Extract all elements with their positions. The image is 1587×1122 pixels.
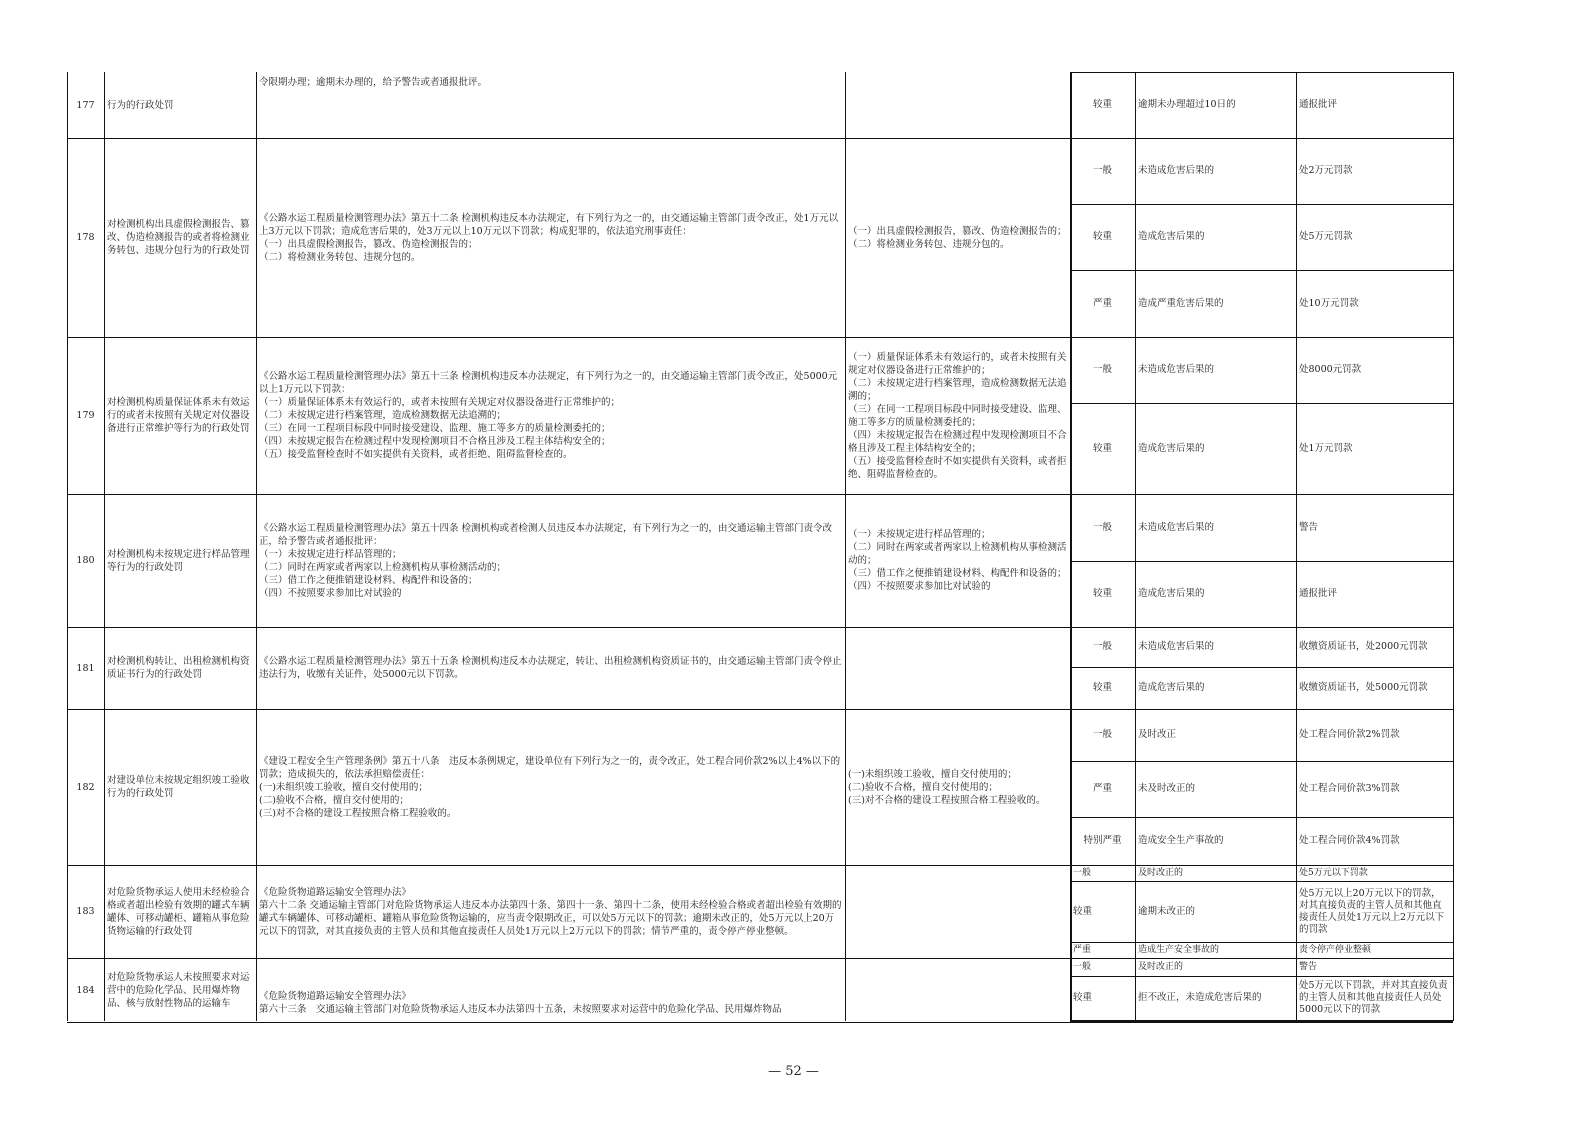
penalty-item: 对检测机构质量保证体系未有效运行的或者未按照有关规定对仪器设备进行正常维护等行为的行政处罚 bbox=[107, 397, 250, 434]
row-number: 177 bbox=[76, 99, 95, 111]
severity-level: 一般 bbox=[1073, 961, 1092, 972]
penalty-standard: 通报批评 bbox=[1299, 99, 1338, 110]
severity-level: 较重 bbox=[1092, 588, 1112, 599]
penalty-item: 对检测机构出具虚假检测报告、篡改、伪造检测报告的或者将检测业务转包、违规分包行为的行政处罚 bbox=[107, 219, 250, 256]
row-number: 181 bbox=[76, 662, 95, 674]
penalty-standard: 警告 bbox=[1299, 521, 1319, 533]
severity-condition: 及时改正的 bbox=[1138, 867, 1184, 878]
table-rule bbox=[845, 72, 846, 1021]
penalty-standard: 处2万元罚款 bbox=[1299, 165, 1353, 176]
table-rule bbox=[1070, 1020, 1453, 1022]
severity-condition: 逾期未改正的 bbox=[1138, 905, 1196, 917]
severity-level: 一般 bbox=[1073, 867, 1092, 878]
legal-basis: 《公路水运工程质量检测管理办法》第五十五条 检测机构违反本办法规定，转让、出租检测机构资质证书的，由交通运输主管部门责令停止违法行为，收缴有关证件，处5000元以下罚款。 bbox=[259, 656, 842, 680]
table-rule bbox=[67, 1022, 1453, 1023]
severity-level: 一般 bbox=[1092, 364, 1112, 375]
penalty-standard: 收缴资质证书，处5000元罚款 bbox=[1299, 682, 1428, 693]
severity-condition: 造成严重危害后果的 bbox=[1138, 297, 1224, 309]
penalty-standard: 处工程合同价款3%罚款 bbox=[1299, 783, 1400, 794]
violation-circumstance bbox=[845, 865, 1070, 958]
violation-circumstance bbox=[845, 958, 1070, 1022]
legal-basis: 《公路水运工程质量检测管理办法》第五十四条 检测机构或者检测人员违反本办法规定，有下列行为之一的，由交通运输主管部门责令改正，给予警告或者通报批评： （一）未按规定进行样品管理的； （二）同时在两家或者两家以上检测机构从事检测活动的； （三）借工作之便推销建设材料、构配件和设备的； （四）不按照要求参加比对试验的 bbox=[259, 522, 833, 599]
table-rule bbox=[1070, 667, 1453, 668]
severity-condition: 未造成危害后果的 bbox=[1138, 641, 1215, 652]
penalty-standard: 通报批评 bbox=[1299, 588, 1338, 599]
table-rule bbox=[1070, 72, 1453, 73]
legal-basis: 《危险货物道路运输安全管理办法》 第六十三条 交通运输主管部门对危险货物承运人违反本办法第四十五条，未按照要求对运营中的危险化学品、民用爆炸物品 bbox=[259, 991, 782, 1015]
severity-level: 较重 bbox=[1073, 992, 1093, 1003]
table-rule bbox=[1135, 72, 1136, 1021]
penalty-standard: 处8000元罚款 bbox=[1299, 364, 1362, 375]
table-rule bbox=[1070, 561, 1453, 562]
severity-level: 较重 bbox=[1073, 905, 1093, 917]
severity-level: 一般 bbox=[1092, 165, 1112, 176]
severity-condition: 未造成危害后果的 bbox=[1138, 165, 1215, 176]
severity-condition: 造成危害后果的 bbox=[1138, 588, 1205, 599]
legal-basis: 《危险货物道路运输安全管理办法》 第六十二条 交通运输主管部门对危险货物承运人违反本办法第四十条、第四十一条、第四十二条，使用未经检验合格或者超出检验有效期的罐式车辆罐体、可移动罐柜、罐箱从事危险货物运输的，应当责令限期改正，可以处5万元以下的罚款；逾期未改正的，处5万元以上20万元以下的罚款，对其直接负责的主管人员和其他直接责任人员处1万元以上2万元以下的罚款；情节严重的，责令停产停业整顿。 bbox=[259, 886, 842, 937]
penalty-item: 对危险货物承运人使用未经检验合格或者超出检验有效期的罐式车辆罐体、可移动罐柜、罐箱从事危险货物运输的行政处罚 bbox=[107, 886, 250, 937]
severity-condition: 造成危害后果的 bbox=[1138, 442, 1205, 454]
severity-condition: 及时改正的 bbox=[1138, 961, 1184, 972]
severity-level: 严重 bbox=[1092, 783, 1112, 794]
penalty-standard: 处5万元以下罚款，并对其直接负责的主管人员和其他直接责任人员处5000元以下的罚款 bbox=[1299, 980, 1448, 1015]
page-number: — 52 — bbox=[768, 1064, 819, 1079]
row-number: 179 bbox=[76, 410, 95, 421]
severity-condition: 造成安全生产事故的 bbox=[1138, 835, 1224, 846]
table-rule bbox=[1453, 72, 1454, 1021]
table-rule bbox=[1070, 204, 1453, 205]
severity-condition: 造成生产安全事故的 bbox=[1138, 944, 1220, 955]
penalty-standard: 处1万元罚款 bbox=[1299, 442, 1353, 454]
severity-condition: 未造成危害后果的 bbox=[1138, 364, 1215, 375]
penalty-standard: 处工程合同价款2%罚款 bbox=[1299, 729, 1400, 740]
legal-basis: 《公路水运工程质量检测管理办法》第五十二条 检测机构违反本办法规定，有下列行为之一的，由交通运输主管部门责令改正，处1万元以上3万元以下罚款；造成危害后果的，处3万元以上10万元以下罚款；构成犯罪的，依法追究刑事责任： （一）出具虚假检测报告，篡改、伪造检测报告的； （二）将检测业务转包、违规分包的。 bbox=[259, 212, 839, 263]
row-number: 178 bbox=[76, 232, 95, 243]
severity-level: 较重 bbox=[1092, 231, 1112, 242]
severity-condition: 造成危害后果的 bbox=[1138, 231, 1205, 242]
severity-level: 一般 bbox=[1092, 521, 1112, 533]
severity-condition: 拒不改正，未造成危害后果的 bbox=[1138, 992, 1262, 1003]
legal-basis: 令限期办理；逾期未办理的，给予警告或者通报批评。 bbox=[259, 77, 488, 88]
table-rule bbox=[1070, 761, 1453, 762]
penalty-item: 行为的行政处罚 bbox=[107, 99, 174, 111]
penalty-item: 对危险货物承运人未按照要求对运营中的危险化学品、民用爆炸物品、核与放射性物品的运输车 bbox=[107, 971, 250, 1009]
penalty-standard: 处5万元罚款 bbox=[1299, 231, 1353, 242]
severity-condition: 及时改正 bbox=[1138, 729, 1177, 740]
violation-circumstance bbox=[845, 627, 1070, 709]
penalty-item: 对检测机构转让、出租检测机构资质证书行为的行政处罚 bbox=[107, 656, 250, 680]
table-rule bbox=[1296, 72, 1297, 1021]
legal-basis: 《公路水运工程质量检测管理办法》第五十三条 检测机构违反本办法规定，有下列行为之一的，由交通运输主管部门责令改正，处5000元以上1万元以下罚款： （一）质量保证体系未有效运行的，或者未按照有关规定对仪器设备进行正常维护的； （二）未按规定进行档案管理，造成检测数据无法追溯的； （三）在同一工程项目标段中同时接受建设、监理、施工等多方的质量检测委托的； （四）未按规定报告在检测过程中发现检测项目不合格且涉及工程主体结构安全的； （五）接受监督检查时不如实提供有关资料，或者拒绝、阻碍监督检查的。 bbox=[259, 371, 838, 460]
table-rule bbox=[67, 72, 68, 1021]
severity-level: 严重 bbox=[1073, 944, 1092, 955]
table-rule bbox=[1070, 976, 1453, 977]
severity-level: 较重 bbox=[1092, 682, 1112, 693]
severity-level: 严重 bbox=[1092, 297, 1112, 309]
table-rule bbox=[1070, 942, 1453, 943]
violation-circumstance: （一）质量保证体系未有效运行的，或者未按照有关规定对仪器设备进行正常维护的； （二）未按规定进行档案管理，造成检测数据无法追溯的； （三）在同一工程项目标段中同时接受建设、监理、施工等多方的质量检测委托的； （四）未按规定报告在检测过程中发现检测项目不合格且涉及工程主体结构安全的； （五）接受监督检查时不如实提供有关资料，或者拒绝、阻碍监督检查的。 bbox=[848, 351, 1067, 480]
severity-condition: 未造成危害后果的 bbox=[1138, 521, 1215, 533]
table-rule bbox=[1070, 270, 1453, 271]
severity-level: 特别严重 bbox=[1083, 835, 1122, 846]
severity-level: 较重 bbox=[1092, 442, 1112, 454]
row-number: 184 bbox=[76, 984, 95, 996]
table-rule bbox=[1070, 403, 1453, 404]
violation-circumstance: （一）未按规定进行样品管理的； （二）同时在两家或者两家以上检测机构从事检测活动的； （三）借工作之便推销建设材料、构配件和设备的； （四）不按照要求参加比对试验的 bbox=[848, 529, 1067, 592]
penalty-standard: 处工程合同价款4%罚款 bbox=[1299, 835, 1400, 846]
severity-level: 一般 bbox=[1092, 641, 1112, 652]
table-rule bbox=[104, 72, 105, 1021]
row-number: 180 bbox=[76, 555, 95, 566]
row-number: 183 bbox=[76, 906, 95, 917]
severity-level: 较重 bbox=[1092, 99, 1112, 110]
table-rule bbox=[1070, 817, 1453, 818]
severity-condition: 造成危害后果的 bbox=[1138, 682, 1205, 693]
penalty-standard: 处5万元以上20万元以下的罚款，对其直接负责的主管人员和其他直接责任人员处1万元以上2万元以下的罚款 bbox=[1299, 887, 1445, 935]
penalty-standard: 警告 bbox=[1299, 961, 1318, 972]
legal-basis: 《建设工程安全生产管理条例》第五十八条 违反本条例规定，建设单位有下列行为之一的，责令改正，处工程合同价款2%以上4%以下的罚款；造成损失的，依法承担赔偿责任： (一)未组织竣工验收，擅自交付使用的； (二)验收不合格，擅自交付使用的； (三)对不合格的建设工程按照合格工程验收的。 bbox=[259, 755, 841, 819]
penalty-item: 对检测机构未按规定进行样品管理等行为的行政处罚 bbox=[107, 548, 250, 573]
severity-level: 一般 bbox=[1092, 729, 1112, 740]
row-number: 182 bbox=[76, 781, 95, 793]
table-rule bbox=[1070, 881, 1453, 882]
penalty-standard: 收缴资质证书，处2000元罚款 bbox=[1299, 641, 1428, 652]
penalty-standard: 处5万元以下罚款 bbox=[1299, 867, 1368, 878]
table-rule bbox=[1070, 72, 1072, 1021]
severity-condition: 未及时改正的 bbox=[1138, 783, 1196, 794]
violation-circumstance: (一)未组织竣工验收，擅自交付使用的； (二)验收不合格，擅自交付使用的； (三)对不合格的建设工程按照合格工程验收的。 bbox=[848, 768, 1046, 806]
penalty-standard: 处10万元罚款 bbox=[1299, 297, 1359, 309]
penalty-standard: 责令停产停业整顿 bbox=[1299, 944, 1372, 955]
severity-condition: 逾期未办理超过10日的 bbox=[1138, 99, 1236, 110]
violation-circumstance: （一）出具虚假检测报告，篡改、伪造检测报告的； （二）将检测业务转包、违规分包的。 bbox=[848, 225, 1067, 250]
table-rule bbox=[256, 72, 257, 1021]
penalty-item: 对建设单位未按规定组织竣工验收行为的行政处罚 bbox=[107, 775, 250, 799]
violation-circumstance bbox=[845, 72, 1070, 138]
